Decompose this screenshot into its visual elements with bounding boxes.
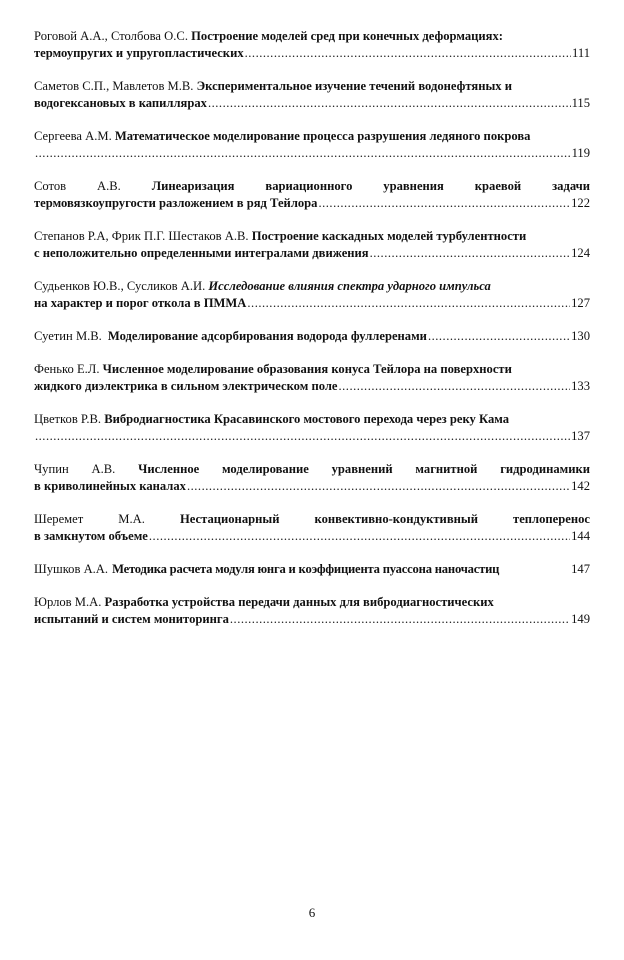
toc-entry <box>34 78 590 112</box>
toc-authors: Шеремет М.А. <box>34 512 145 526</box>
toc-page-number: 119 <box>571 146 590 160</box>
toc-entry-line2 <box>34 295 590 312</box>
leader-dots <box>230 611 570 628</box>
toc-page-number: 122 <box>571 196 590 210</box>
leader-dots <box>35 145 571 162</box>
toc-entry-line2 <box>34 45 590 62</box>
toc-entry <box>34 511 590 545</box>
toc-title: Нестационарный конвективно-кондуктивный теплоперенос <box>179 512 591 526</box>
toc-authors: Роговой А.А., Столбова О.С. <box>34 29 188 43</box>
toc-page-number: 133 <box>571 379 590 393</box>
toc-title: Разработка устройства передачи данных для вибродиагностических <box>104 595 494 609</box>
toc-entry-line2 <box>34 478 590 495</box>
toc-entry <box>34 594 590 628</box>
toc-title-cont: с неположительно определенными интегралами движения <box>34 246 369 260</box>
toc-authors: Судьенков Ю.В., Сусликов А.И. <box>34 279 206 293</box>
toc-authors: Сергеева А.М. <box>34 129 112 143</box>
toc-title: Численное моделирование образования конуса Тейлора на поверхности <box>102 362 512 376</box>
toc-title-cont: в криволинейных каналах <box>34 479 186 493</box>
toc-title: Вибродиагностика Красавинского мостового перехода через реку Кама <box>104 412 510 426</box>
toc-authors: Цветков Р.В. <box>34 412 102 426</box>
toc-entry-line1 <box>34 461 590 478</box>
toc-authors: Степанов Р.А, Фрик П.Г. Шестаков А.В. <box>34 229 249 243</box>
toc-entry-line1 <box>34 178 590 195</box>
toc-title-cont: испытаний и систем мониторинга <box>34 612 229 626</box>
leader-dots <box>370 245 571 262</box>
toc-page-number: 137 <box>571 429 590 443</box>
toc-entry-line1 <box>34 228 590 245</box>
toc-entry <box>34 328 590 345</box>
toc-authors: Сотов А.В. <box>34 179 121 193</box>
toc-entry-line2 <box>34 528 590 545</box>
toc-entry-line1 <box>34 361 590 378</box>
toc-authors: Саметов С.П., Мавлетов М.В. <box>34 79 194 93</box>
toc-entry-line1 <box>34 278 590 295</box>
toc-entry-line2 <box>34 611 590 628</box>
table-of-contents <box>34 28 590 644</box>
toc-page-number: 142 <box>571 479 590 493</box>
toc-page-number: 147 <box>571 562 590 576</box>
toc-title: Численное моделирование уравнений магнитной гидродинамики <box>138 462 591 476</box>
toc-entry-line2 <box>34 195 590 212</box>
toc-entry-line2 <box>34 245 590 262</box>
toc-entry <box>34 361 590 395</box>
toc-entry-line1 <box>34 28 590 45</box>
leader-dots <box>149 528 570 545</box>
toc-page-number: 115 <box>571 96 590 110</box>
toc-entry-line1 <box>34 594 590 611</box>
toc-page-number: 144 <box>571 529 590 543</box>
toc-entry-line1 <box>34 411 590 428</box>
leader-dots <box>35 428 570 445</box>
page-number-footer: 6 <box>308 905 316 920</box>
toc-page-number: 127 <box>571 296 590 310</box>
toc-entry <box>34 461 590 495</box>
toc-entry <box>34 28 590 62</box>
toc-entry <box>34 278 590 312</box>
toc-page-number: 149 <box>571 612 590 626</box>
toc-title: Методика расчета модуля юнга и коэффициента пуассона наночастиц <box>112 562 500 576</box>
toc-page-number: 130 <box>571 329 590 343</box>
toc-entry-line2 <box>34 378 590 395</box>
toc-entry <box>34 411 590 445</box>
leader-dots <box>428 328 570 345</box>
toc-title: Экспериментальное изучение течений водонефтяных и <box>196 79 512 93</box>
toc-title-cont: водогексановых в капиллярах <box>34 96 207 110</box>
toc-title: Моделирование адсорбирования водорода фуллеренами <box>107 329 427 343</box>
toc-authors: Суетин М.В. <box>34 329 102 343</box>
toc-authors: Чупин А.В. <box>34 462 116 476</box>
toc-title-cont: на характер и порог откола в ПММА <box>34 296 247 310</box>
toc-title-cont: в замкнутом объеме <box>34 529 148 543</box>
toc-authors: Шушков А.А. <box>34 562 109 576</box>
toc-entry-line1 <box>34 128 590 145</box>
toc-entry-line2 <box>34 561 590 578</box>
toc-entry-line2 <box>34 95 590 112</box>
toc-title-cont: термовязкоупругости разложением в ряд Тейлора <box>34 196 318 210</box>
toc-title: Построение каскадных моделей турбулентности <box>251 229 527 243</box>
leader-dots <box>339 378 571 395</box>
toc-entry <box>34 128 590 162</box>
toc-entry-line2 <box>34 328 590 345</box>
toc-entry <box>34 561 590 578</box>
toc-title: Исследование влияния спектра ударного импульса <box>208 279 491 293</box>
toc-entry-line2 <box>34 428 590 445</box>
leader-dots <box>245 45 571 62</box>
toc-entry-line2 <box>34 145 590 162</box>
leader-dots <box>318 195 570 212</box>
toc-authors: Фенько Е.Л. <box>34 362 100 376</box>
toc-title: Линеаризация вариационного уравнения краевой задачи <box>151 179 590 193</box>
leader-dots <box>187 478 570 495</box>
toc-title-cont: жидкого диэлектрика в сильном электрическом поле <box>34 379 338 393</box>
toc-entry-line1 <box>34 78 590 95</box>
toc-page-number: 111 <box>572 46 590 60</box>
toc-entry <box>34 178 590 212</box>
leader-dots <box>247 295 570 312</box>
toc-entry <box>34 228 590 262</box>
toc-title: Математическое моделирование процесса разрушения ледяного покрова <box>114 129 531 143</box>
toc-entry-line1 <box>34 511 590 528</box>
leader-dots <box>208 95 571 112</box>
toc-page-number: 124 <box>571 246 590 260</box>
toc-title: Построение моделей сред при конечных деформациях: <box>191 29 503 43</box>
toc-authors: Юрлов М.А. <box>34 595 102 609</box>
toc-title-cont: термоупругих и упругопластических <box>34 46 244 60</box>
